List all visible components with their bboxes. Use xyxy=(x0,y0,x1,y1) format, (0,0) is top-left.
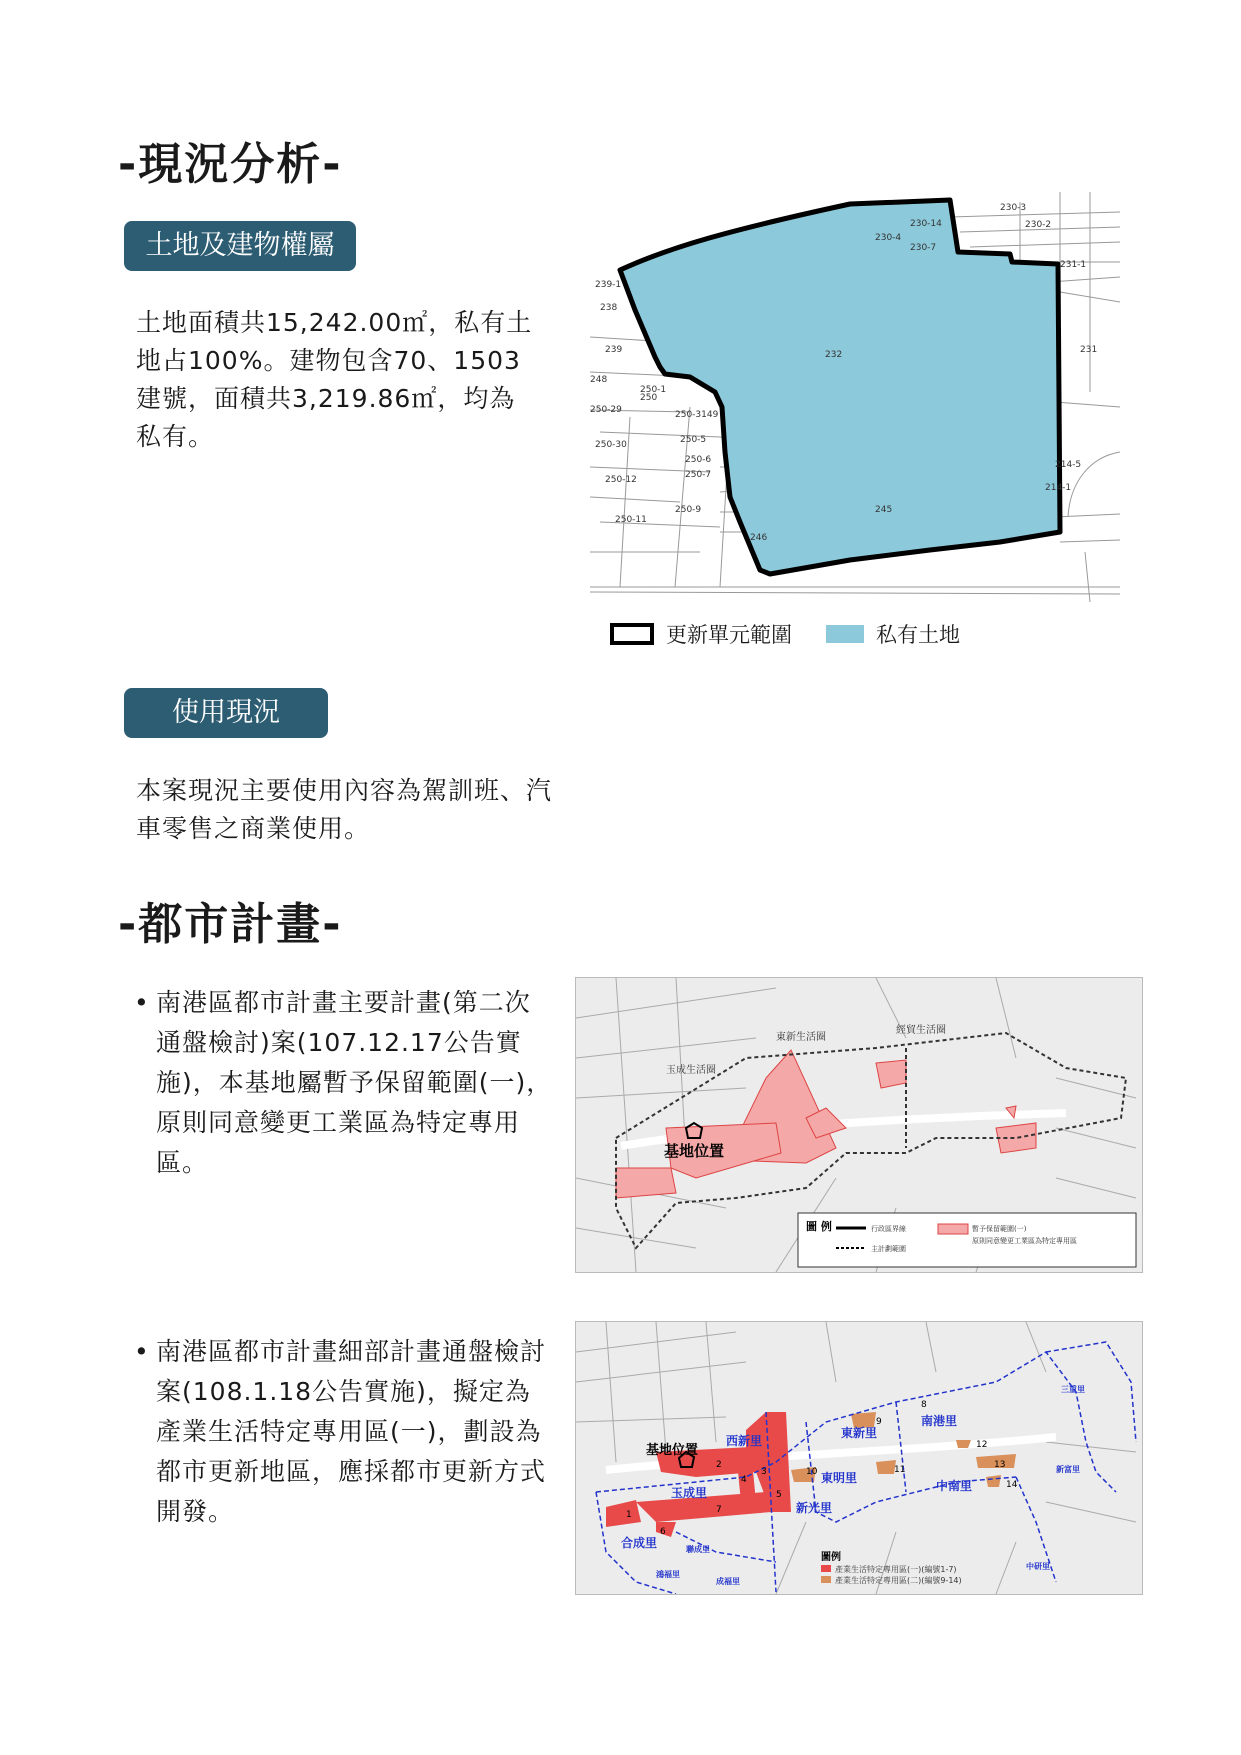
site-location-label-2: 基地位置 xyxy=(646,1443,699,1458)
svg-text:11: 11 xyxy=(894,1465,906,1475)
plan-bullet-detail xyxy=(134,1332,556,1532)
svg-text:239: 239 xyxy=(605,345,623,355)
svg-text:214-5: 214-5 xyxy=(1055,460,1082,470)
area-dongxin: 東新生活圈 xyxy=(776,1032,826,1043)
svg-text:6: 6 xyxy=(660,1527,666,1537)
detail-plan-map xyxy=(575,1321,1143,1595)
svg-text:250-6: 250-6 xyxy=(685,455,712,465)
svg-text:250-30: 250-30 xyxy=(595,440,627,450)
svg-text:中南里: 中南里 xyxy=(936,1479,973,1493)
boundary-legend-swatch xyxy=(610,623,654,645)
site-location-label-1: 基地位置 xyxy=(664,1142,725,1160)
svg-text:東明里: 東明里 xyxy=(821,1471,858,1485)
svg-text:250-3149: 250-3149 xyxy=(675,410,719,420)
svg-text:成福里: 成福里 xyxy=(716,1577,740,1586)
svg-text:合成里: 合成里 xyxy=(621,1536,658,1550)
svg-text:產業生活特定專用區(一)(編號1-7): 產業生活特定專用區(一)(編號1-7) xyxy=(835,1565,957,1574)
svg-text:西新里: 西新里 xyxy=(726,1434,763,1448)
svg-text:8: 8 xyxy=(921,1400,927,1410)
legend-title-1: 圖 例 xyxy=(806,1220,832,1233)
bullet-dot: • xyxy=(134,988,150,1017)
current-use-pill: 使用現況 xyxy=(124,688,328,738)
svg-text:3: 3 xyxy=(761,1467,767,1477)
svg-text:2: 2 xyxy=(716,1460,722,1470)
svg-text:239-1: 239-1 xyxy=(595,280,622,290)
plan-bullet-main xyxy=(134,983,556,1183)
svg-text:三重里: 三重里 xyxy=(1061,1385,1085,1394)
land-ownership-text: 土地面積共15,242.00㎡，私有土地占100%。建物包含70、1503建號，面積共3,219.86㎡，均為私有。 xyxy=(136,308,533,451)
svg-text:9: 9 xyxy=(876,1417,882,1427)
private-land-legend-label: 私有土地 xyxy=(876,623,960,647)
svg-text:232: 232 xyxy=(825,350,843,360)
private-land-legend-swatch xyxy=(826,625,864,643)
svg-text:231-1: 231-1 xyxy=(1060,260,1087,270)
svg-text:新富里: 新富里 xyxy=(1056,1465,1080,1474)
svg-text:230-2: 230-2 xyxy=(1025,220,1052,230)
svg-text:245: 245 xyxy=(875,505,893,515)
current-use-text: 本案現況主要使用內容為駕訓班、汽車零售之商業使用。 xyxy=(136,776,553,843)
svg-text:250-12: 250-12 xyxy=(605,475,637,485)
svg-text:250-29: 250-29 xyxy=(590,405,622,415)
svg-text:238: 238 xyxy=(600,303,618,313)
cadastral-map xyxy=(590,192,1120,604)
svg-text:230-14: 230-14 xyxy=(910,219,942,229)
svg-text:230-4: 230-4 xyxy=(875,233,902,243)
svg-text:1: 1 xyxy=(626,1510,632,1520)
svg-text:東新里: 東新里 xyxy=(841,1426,878,1440)
section-title-status: -現況分析- xyxy=(118,139,343,190)
svg-text:250-1: 250-1 xyxy=(640,385,667,395)
svg-text:中研里: 中研里 xyxy=(1026,1562,1050,1571)
svg-text:5: 5 xyxy=(776,1490,782,1500)
svg-text:產業生活特定專用區(二)(編號9-14): 產業生活特定專用區(二)(編號9-14) xyxy=(835,1576,962,1585)
bullet-dot: • xyxy=(134,1337,150,1366)
svg-text:聯成里: 聯成里 xyxy=(686,1545,710,1554)
svg-text:250-7: 250-7 xyxy=(685,470,712,480)
svg-text:10: 10 xyxy=(806,1467,818,1477)
svg-text:214-1: 214-1 xyxy=(1045,483,1072,493)
svg-text:250-9: 250-9 xyxy=(675,505,702,515)
svg-text:250: 250 xyxy=(640,393,658,403)
svg-text:246: 246 xyxy=(750,533,768,543)
plan-bullet-detail-text: 南港區都市計畫細部計畫通盤檢討案(108.1.18公告實施)，擬定為產業生活特定專用區(一)，劃設為都市更新地區，應採都市更新方式開發。 xyxy=(156,1337,547,1526)
svg-text:行政區界線: 行政區界線 xyxy=(871,1225,906,1233)
svg-text:暫予保留範圍(一): 暫予保留範圍(一) xyxy=(972,1225,1027,1233)
svg-text:南港里: 南港里 xyxy=(921,1414,958,1428)
svg-text:231: 231 xyxy=(1080,345,1098,355)
boundary-legend-label: 更新單元範圍 xyxy=(666,623,792,647)
svg-text:鴻福里: 鴻福里 xyxy=(656,1570,680,1579)
svg-text:250-11: 250-11 xyxy=(615,515,647,525)
svg-text:14: 14 xyxy=(1006,1480,1018,1490)
svg-text:13: 13 xyxy=(994,1460,1006,1470)
svg-text:230-7: 230-7 xyxy=(910,243,937,253)
legend-title-2: 圖例 xyxy=(821,1552,841,1563)
area-jingmao: 經貿生活圈 xyxy=(896,1025,946,1036)
svg-text:12: 12 xyxy=(976,1440,988,1450)
land-ownership-pill: 土地及建物權屬 xyxy=(124,221,356,271)
main-plan-map xyxy=(575,977,1143,1273)
cadastral-legend xyxy=(610,619,960,649)
svg-text:原則同意變更工業區為特定專用區: 原則同意變更工業區為特定專用區 xyxy=(972,1237,1077,1245)
area-yucheng: 玉成生活圈 xyxy=(666,1065,716,1076)
svg-text:7: 7 xyxy=(716,1505,722,1515)
svg-text:248: 248 xyxy=(590,375,608,385)
svg-text:250-5: 250-5 xyxy=(680,435,707,445)
svg-text:新光里: 新光里 xyxy=(796,1501,833,1515)
plan-bullet-main-text: 南港區都市計畫主要計畫(第二次通盤檢討)案(107.12.17公告實施)，本基地屬暫予保留範圍(一)，原則同意變更工業區為特定專用區。 xyxy=(156,988,553,1177)
svg-text:玉成里: 玉成里 xyxy=(671,1486,708,1500)
svg-text:主計劃範圍: 主計劃範圍 xyxy=(871,1245,906,1253)
svg-text:4: 4 xyxy=(741,1475,747,1485)
svg-text:230-3: 230-3 xyxy=(1000,203,1027,213)
section-title-urban-plan: -都市計畫- xyxy=(118,899,343,950)
